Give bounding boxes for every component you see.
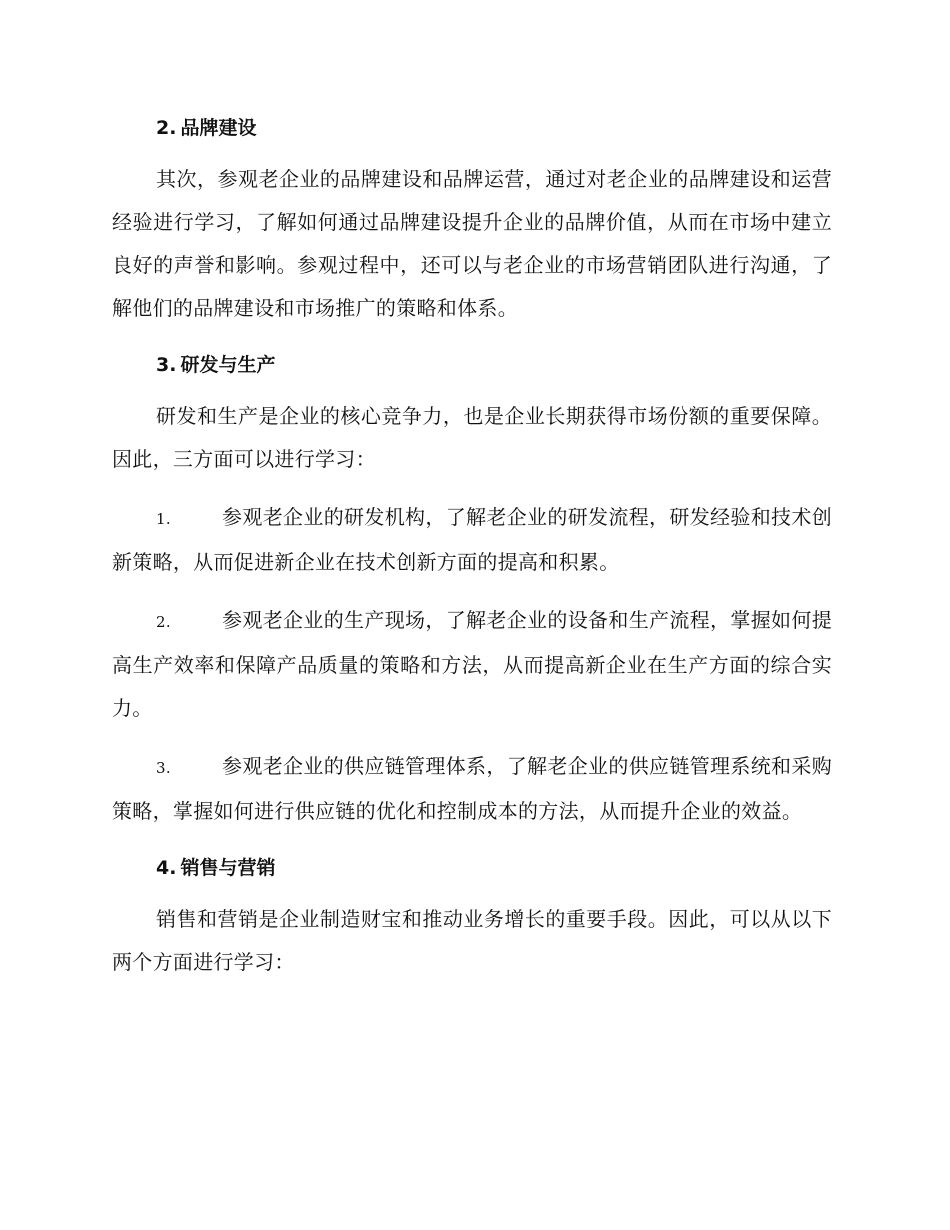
list-item bbox=[112, 599, 832, 730]
list-item-number: 3. bbox=[156, 759, 171, 777]
section-title: 研发与生产 bbox=[180, 354, 276, 376]
document-body bbox=[112, 108, 832, 999]
section-paragraph: 研发和生产是企业的核心竞争力，也是企业长期获得市场份额的重要保障。因此，三方面可以进行学习： bbox=[112, 404, 832, 471]
section-number: 2. bbox=[156, 117, 177, 139]
section-title: 销售与营销 bbox=[180, 857, 276, 879]
section-title: 品牌建设 bbox=[180, 117, 257, 139]
list-item-text: 参观老企业的研发机构，了解老企业的研发流程，研发经验和技术创新策略，从而促进新企业在技术创新方面的提高和积累。 bbox=[112, 505, 832, 574]
section-heading-sales bbox=[112, 848, 832, 888]
section-paragraph: 其次，参观老企业的品牌建设和品牌运营，通过对老企业的品牌建设和运营经验进行学习，了解如何通过品牌建设提升企业的品牌价值，从而在市场中建立良好的声誉和影响。参观过程中，还可以与老企业的市场营销团队进行沟通，了解他们的品牌建设和市场推广的策略和体系。 bbox=[112, 167, 832, 320]
list-item-number: 1. bbox=[156, 510, 171, 528]
list-item bbox=[112, 745, 832, 833]
section-paragraph: 销售和营销是企业制造财宝和推动业务增长的重要手段。因此，可以从以下两个方面进行学习： bbox=[112, 907, 832, 974]
list-item-text: 参观老企业的供应链管理体系，了解老企业的供应链管理系统和采购策略，掌握如何进行供应链的优化和控制成本的方法，从而提升企业的效益。 bbox=[112, 754, 832, 823]
section-number: 3. bbox=[156, 354, 177, 376]
list-item bbox=[112, 496, 832, 584]
list-item-number: 2. bbox=[156, 613, 171, 631]
section-heading-rnd bbox=[112, 345, 832, 385]
list-item-text: 参观老企业的生产现场，了解老企业的设备和生产流程，掌握如何提高生产效率和保障产品质量的策略和方法，从而提高新企业在生产方面的综合实力。 bbox=[112, 608, 832, 720]
section-number: 4. bbox=[156, 857, 177, 879]
section-heading-brand bbox=[112, 108, 832, 148]
